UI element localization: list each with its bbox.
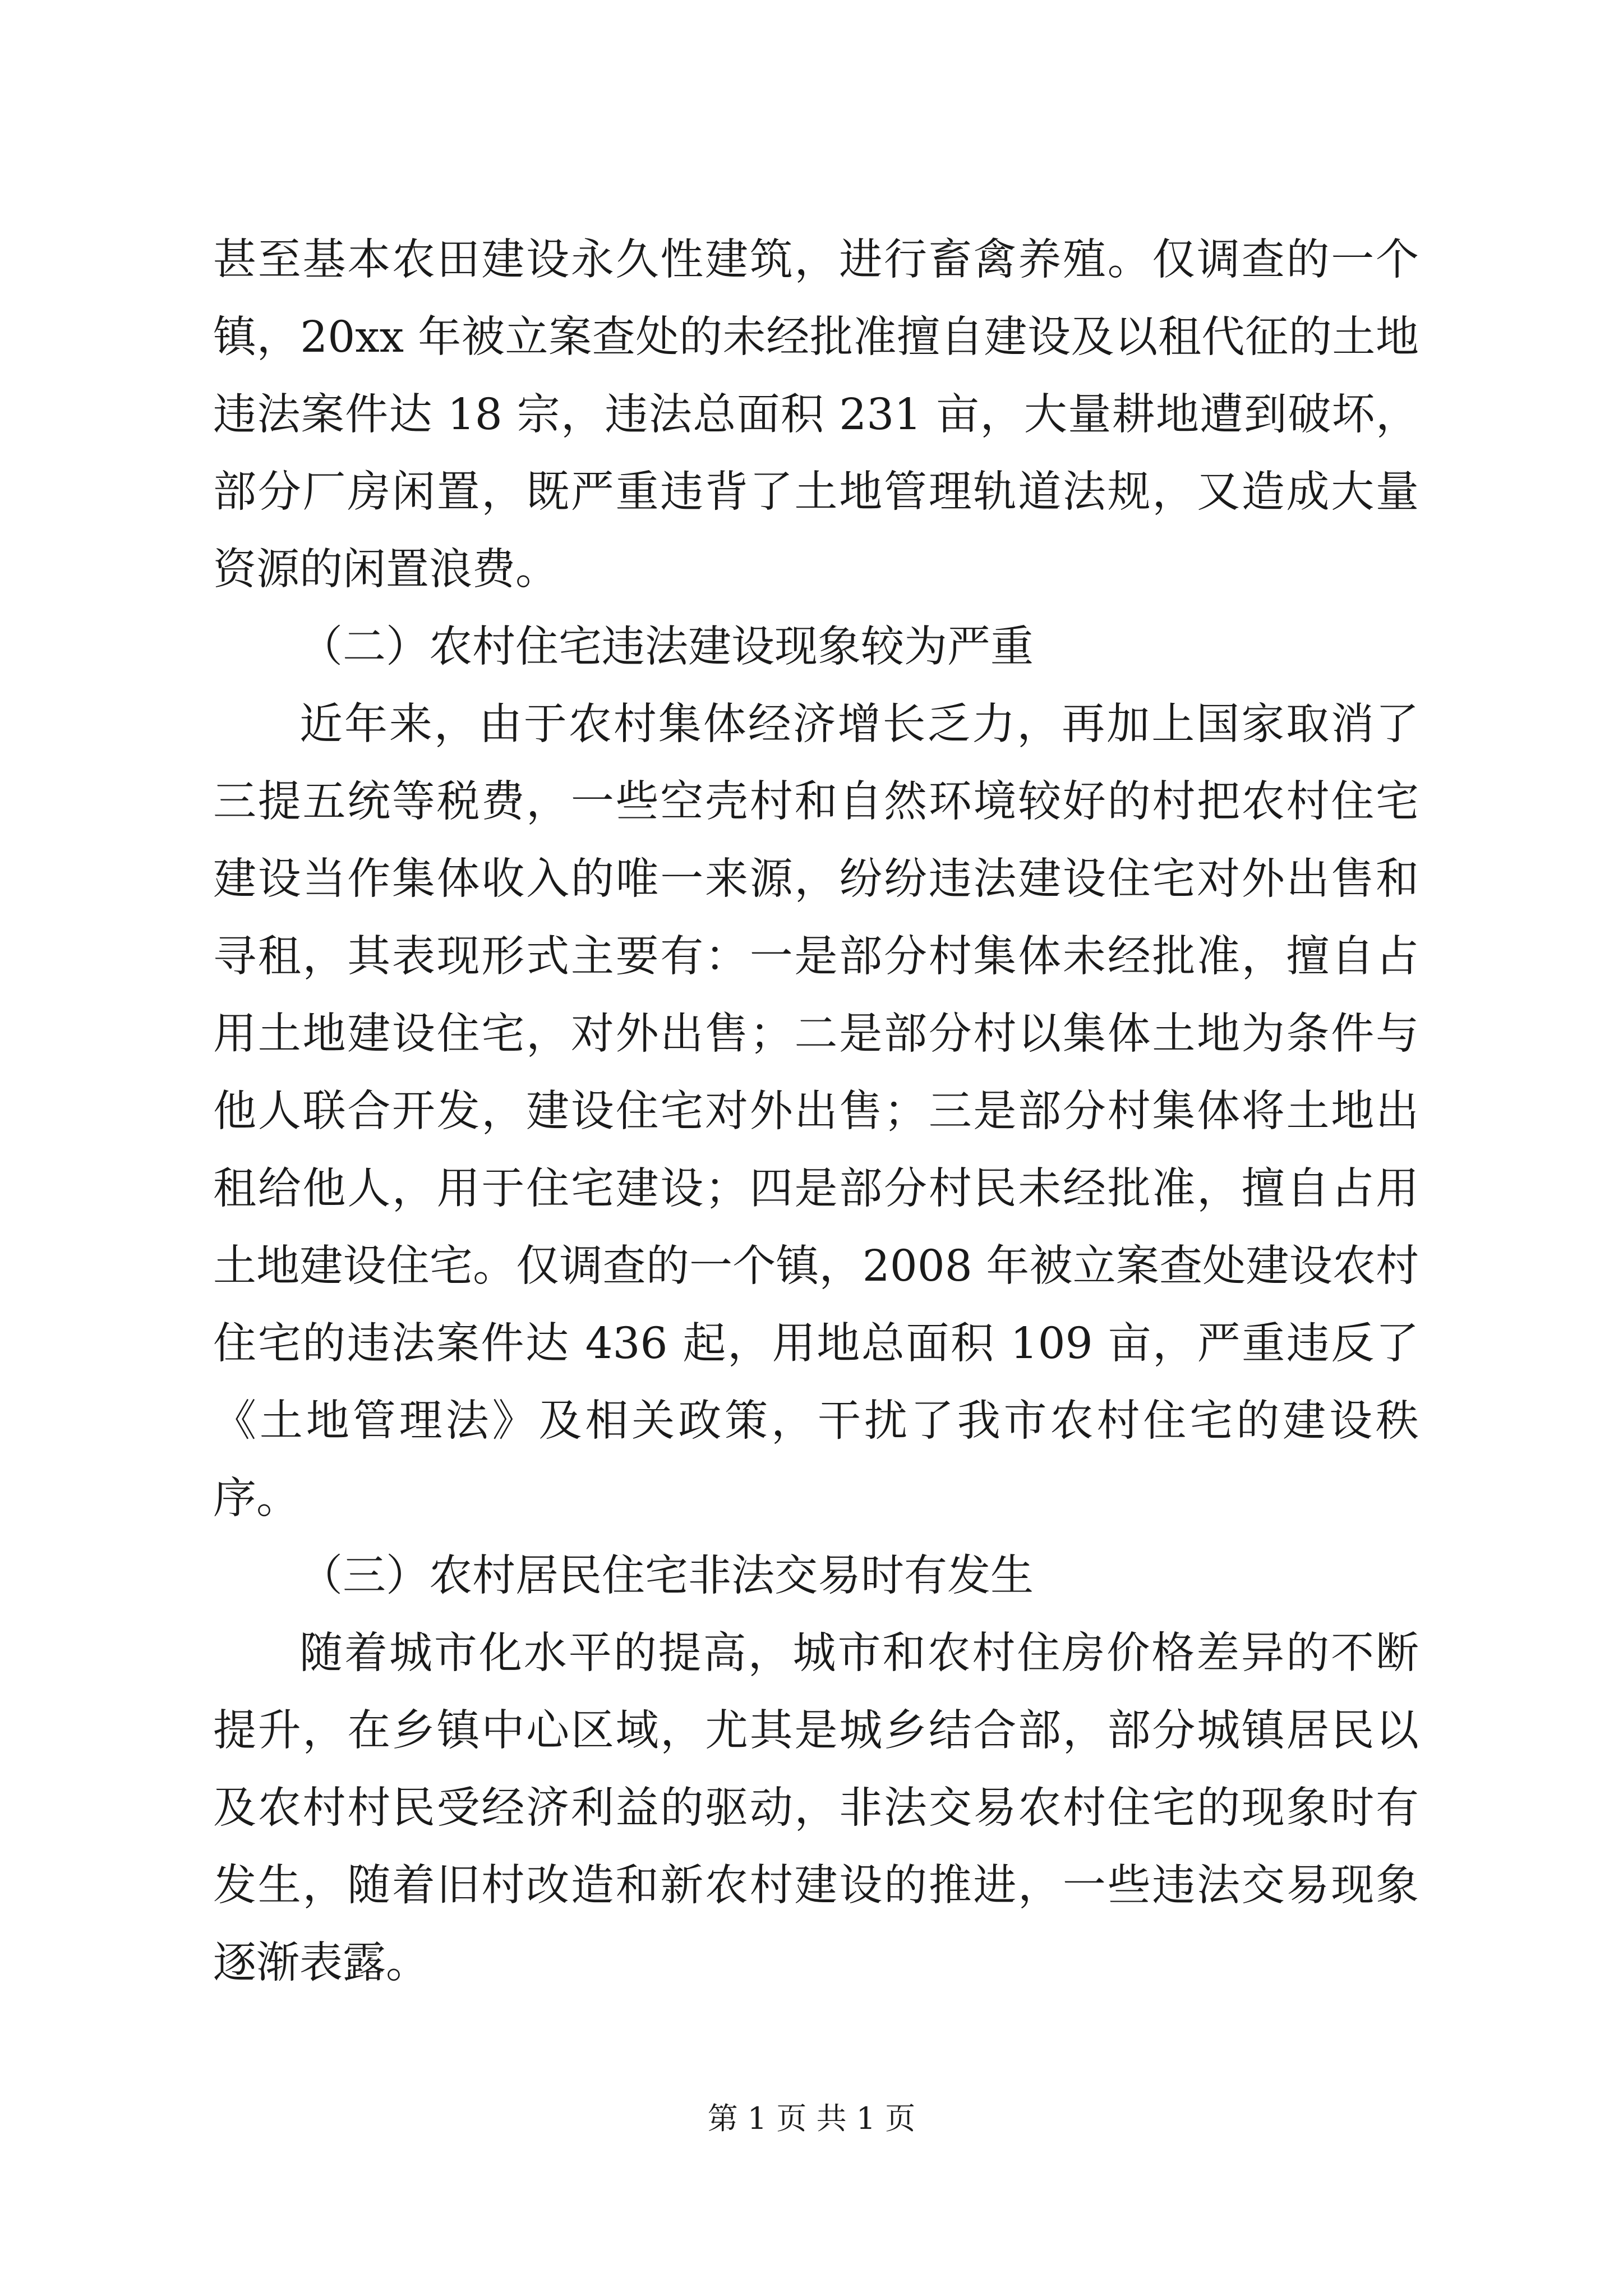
paragraph-continued: 甚至基本农田建设永久性建筑，进行畜禽养殖。仅调查的一个镇，20xx 年被立案查处的未经批准擅自建设及以租代征的土地违法案件达 18 宗，违法总面积 231 亩，大量耕地遭到破坏，部分厂房闲置，既严重违背了土地管理轨道法规，又造成大量资源的闲置浪费。 (213, 235, 1419, 595)
page-footer: 第 1 页 共 1 页 (707, 2101, 916, 2136)
paragraph-rural-housing: 近年来，由于农村集体经济增长乏力，再加上国家取消了三提五统等税费，一些空壳村和自然环境较好的村把农村住宅建设当作集体收入的唯一来源，纷纷违法建设住宅对外出售和寻租，其表现形式主要有：一是部分村集体未经批准，擅自占用土地建设住宅，对外出售；二是部分村以集体土地为条件与他人联合开发，建设住宅对外出售；三是部分村集体将土地出租给他人，用于住宅建设；四是部分村民未经批准，擅自占用土地建设住宅。仅调查的一个镇，2008 年被立案查处建设农村住宅的违法案件达 436 起，用地总面积 109 亩，严重违反了《土地管理法》及相关政策，干扰了我市农村住宅的建设秩序。 (213, 700, 1419, 1524)
section-heading-2: （二）农村住宅违法建设现象较为严重 (299, 622, 1034, 672)
section-heading-3: （三）农村居民住宅非法交易时有发生 (299, 1551, 1034, 1601)
paragraph-illegal-trading: 随着城市化水平的提高，城市和农村住房价格差异的不断提升，在乡镇中心区域，尤其是城乡结合部，部分城镇居民以及农村村民受经济利益的驱动，非法交易农村住宅的现象时有发生，随着旧村改造和新农村建设的推进，一些违法交易现象逐渐表露。 (213, 1628, 1419, 1988)
document-body (213, 222, 1419, 2002)
